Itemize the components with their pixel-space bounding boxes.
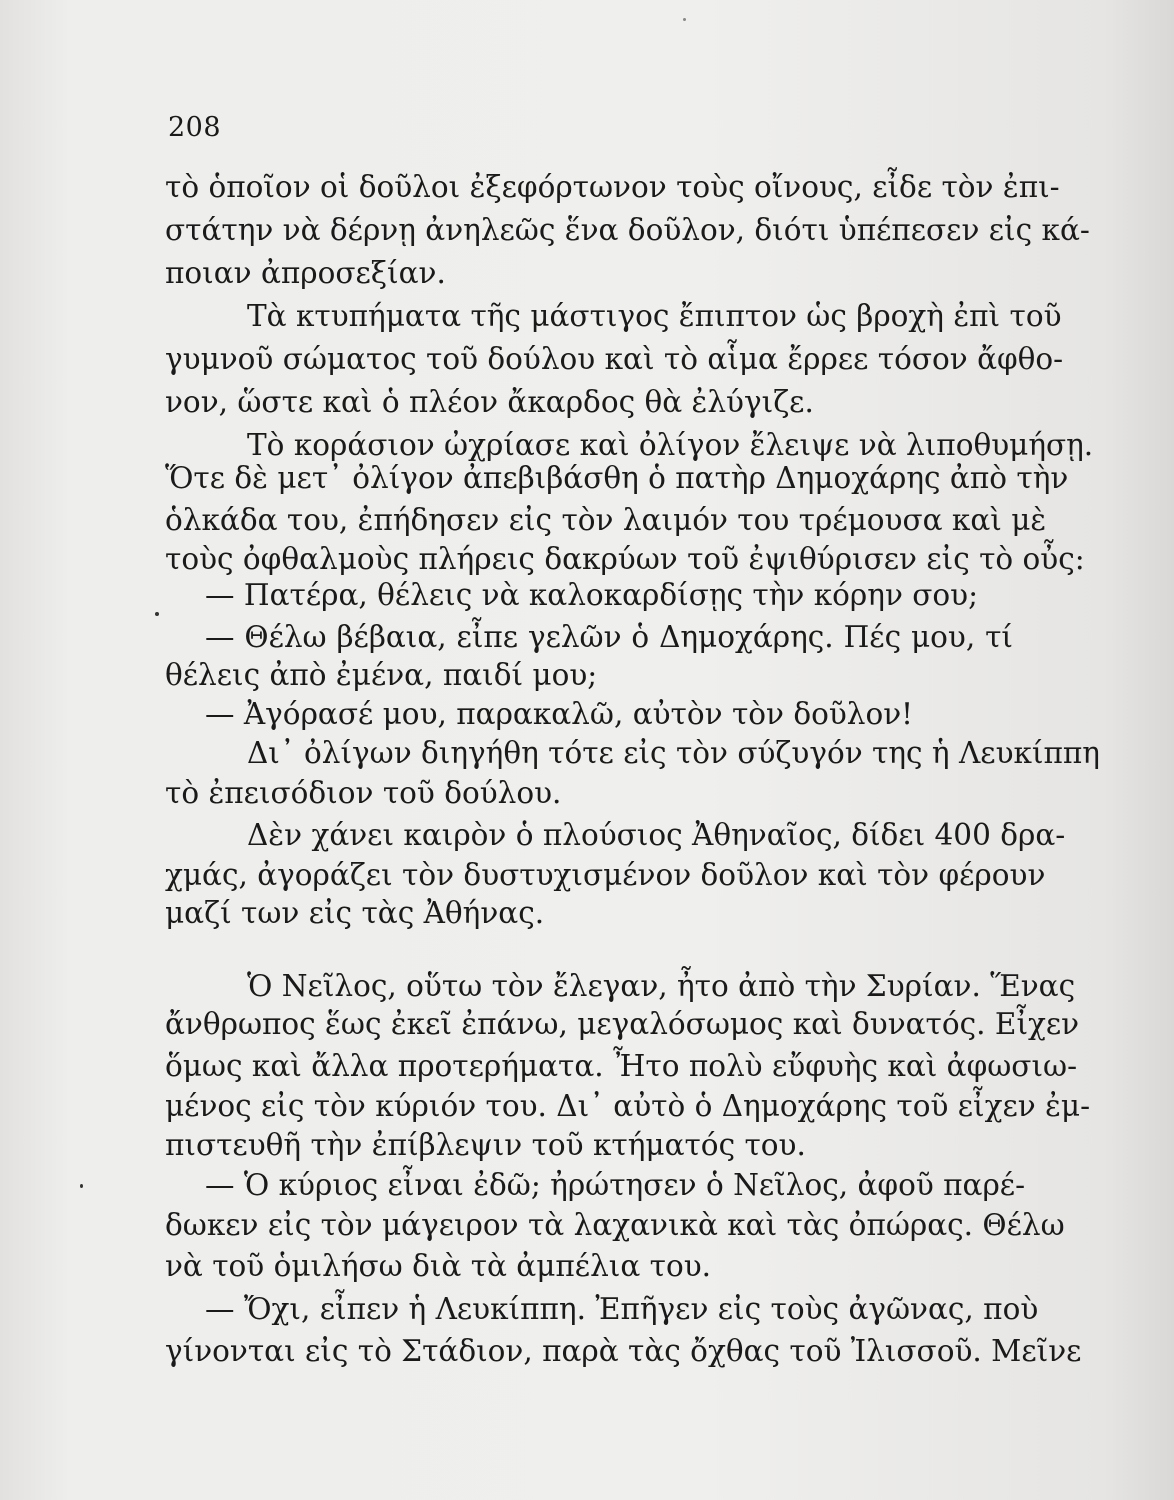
text-line: Δὲν χάνει καιρὸν ὁ πλούσιος Ἀθηναῖος, δίδει 400 δρα-: [247, 818, 1066, 852]
text-line: — Ὄχι, εἶπεν ἡ Λευκίππη. Ἐπῆγεν εἰς τοὺς ἀγῶνας, ποὺ: [205, 1292, 1039, 1326]
text-line: πιστευθῆ τὴν ἐπίβλεψιν τοῦ κτήματός του.: [165, 1128, 806, 1162]
text-line: Ὅτε δὲ μετ᾽ ὀλίγον ἀπεβιβάσθη ὁ πατὴρ Δημοχάρης ἀπὸ τὴν: [165, 461, 1069, 495]
text-line: — Ἀγόρασέ μου, παρακαλῶ, αὐτὸν τὸν δοῦλον!: [205, 697, 914, 731]
text-line: Τὰ κτυπήματα τῆς μάστιγος ἔπιπτον ὡς βροχὴ ἐπὶ τοῦ: [247, 299, 1062, 333]
print-speck: [683, 18, 686, 21]
text-line: Ὁ Νεῖλος, οὕτω τὸν ἔλεγαν, ἦτο ἀπὸ τὴν Συρίαν. Ἕνας: [247, 969, 1076, 1003]
text-line: νον, ὥστε καὶ ὁ πλέον ἄκαρδος θὰ ἐλύγιζε.: [165, 385, 814, 419]
text-line: ὅμως καὶ ἄλλα προτερήματα. Ἦτο πολὺ εὔφυὴς καὶ ἀφωσιω-: [165, 1049, 1078, 1083]
text-line: τὸ ὁποῖον οἱ δοῦλοι ἐξεφόρτωνον τοὺς οἴνους, εἶδε τὸν ἐπι-: [165, 170, 1060, 204]
print-speck: [80, 1184, 83, 1188]
text-line: ὁλκάδα του, ἐπήδησεν εἰς τὸν λαιμόν του τρέμουσα καὶ μὲ: [165, 503, 1047, 537]
text-line: στάτην νὰ δέρνῃ ἀνηλεῶς ἕνα δοῦλον, διότι ὑπέπεσεν εἰς κά-: [165, 213, 1090, 247]
text-line: τὸ ἐπεισόδιον τοῦ δούλου.: [165, 776, 562, 810]
text-line: μένος εἰς τὸν κύριόν του. Δι᾽ αὐτὸ ὁ Δημοχάρης τοῦ εἶχεν ἐμ-: [165, 1089, 1091, 1123]
text-line: τοὺς ὀφθαλμοὺς πλήρεις δακρύων τοῦ ἐψιθύρισεν εἰς τὸ οὖς:: [165, 542, 1085, 576]
text-line: ποιαν ἀπροσεξίαν.: [165, 256, 446, 290]
text-line: θέλεις ἀπὸ ἐμένα, παιδί μου;: [165, 658, 598, 692]
text-line: — Ὁ κύριος εἶναι ἐδῶ; ἠρώτησεν ὁ Νεῖλος, ἀφοῦ παρέ-: [205, 1168, 1026, 1202]
print-speck: [155, 612, 159, 616]
text-line: δωκεν εἰς τὸν μάγειρον τὰ λαχανικὰ καὶ τὰς ὀπώρας. Θέλω: [165, 1208, 1065, 1242]
text-line: — Θέλω βέβαια, εἶπε γελῶν ὁ Δημοχάρης. Πές μου, τί: [205, 620, 1013, 654]
text-line: νὰ τοῦ ὁμιλήσω διὰ τὰ ἀμπέλια του.: [165, 1249, 712, 1283]
page-number: 208: [168, 112, 222, 143]
text-line: Τὸ κοράσιον ὠχρίασε καὶ ὀλίγον ἔλειψε νὰ λιποθυμήσῃ.: [247, 428, 1094, 462]
text-line: — Πατέρα, θέλεις νὰ καλοκαρδίσῃς τὴν κόρην σου;: [205, 578, 979, 612]
text-line: γίνονται εἰς τὸ Στάδιον, παρὰ τὰς ὄχθας τοῦ Ἰλισσοῦ. Μεῖνε: [165, 1334, 1082, 1368]
text-line: ἄνθρωπος ἕως ἐκεῖ ἐπάνω, μεγαλόσωμος καὶ δυνατός. Εἶχεν: [165, 1007, 1080, 1041]
text-line: μαζί των εἰς τὰς Ἀθήνας.: [165, 896, 545, 930]
text-line: Δι᾽ ὀλίγων διηγήθη τότε εἰς τὸν σύζυγόν της ἡ Λευκίππη: [247, 736, 1100, 770]
text-line: χμάς, ἀγοράζει τὸν δυστυχισμένον δοῦλον καὶ τὸν φέρουν: [165, 858, 1046, 892]
text-line: γυμνοῦ σώματος τοῦ δούλου καὶ τὸ αἷμα ἔρρεε τόσον ἄφθο-: [165, 342, 1064, 376]
